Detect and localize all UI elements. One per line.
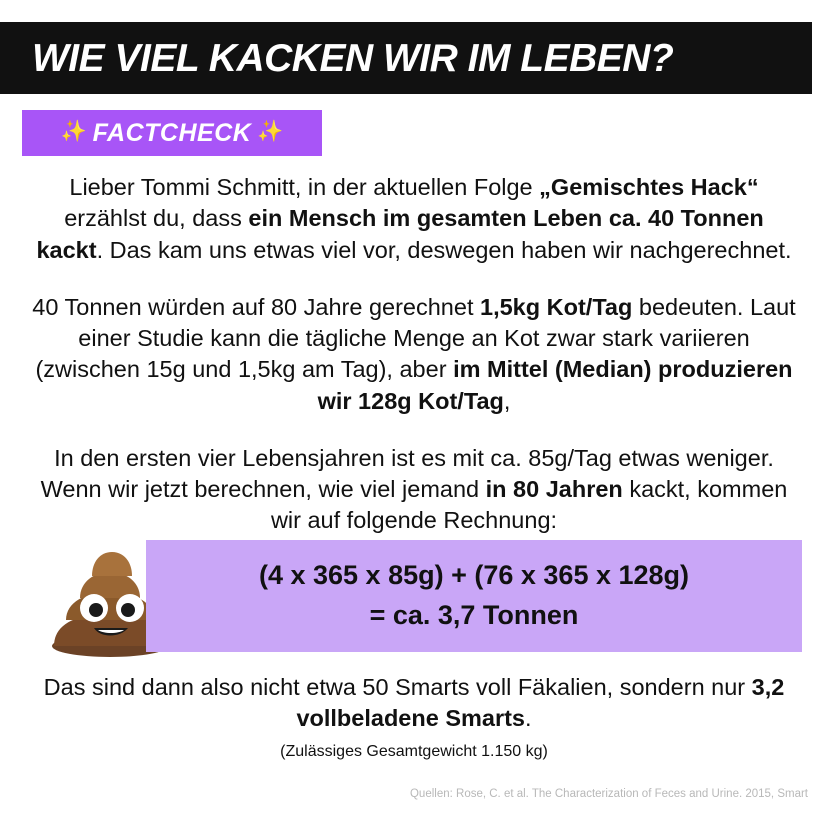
p1-bold-1: „Gemischtes Hack“ <box>539 174 759 200</box>
p1-text-1: Lieber Tommi Schmitt, in der aktuellen Folge <box>69 174 540 200</box>
sparkle-icon-right: ✨ <box>257 120 284 143</box>
p2-bold-1: 1,5kg Kot/Tag <box>480 293 633 320</box>
p1-text-3: . Das kam uns etwas viel vor, deswegen haben wir nachgerechnet. <box>96 236 792 263</box>
sparkle-icon-left: ✨ <box>60 120 87 143</box>
p3-text-1: In den ersten vier Lebensjahren ist es mit ca. 85g/Tag etwas weniger. Wenn wir jetzt berechnen, wie viel jemand <box>40 444 774 502</box>
p2-text-2: bedeuten. Laut einer Studie kann die tägliche Menge an Kot zwar stark variieren (zwischen 15g und 1,5kg am Tag), aber <box>35 293 796 383</box>
formula-box <box>146 540 802 652</box>
page-title: WIE VIEL KACKEN WIR IM LEBEN? <box>32 36 674 80</box>
factcheck-badge-label: FACTCHECK <box>92 118 252 147</box>
p2-text-1: 40 Tonnen würden auf 80 Jahre gerechnet <box>32 293 481 320</box>
p4-bold-1: 3,2 vollbeladene Smarts <box>296 674 785 732</box>
paragraph-study <box>26 292 802 417</box>
p2-bold-2: im Mittel (Median) produzieren wir 128g Kot/Tag <box>317 356 793 414</box>
sources-line: Quellen: Rose, C. et al. The Characterization of Feces and Urine. 2015, Smart <box>409 788 808 800</box>
body-content <box>26 172 802 549</box>
formula-line-1: (4 x 365 x 85g) + (76 x 365 x 128g) <box>258 560 690 591</box>
formula-row <box>26 540 802 658</box>
title-bar <box>0 22 812 94</box>
closing-block <box>26 672 802 761</box>
p3-text-2: kackt, kommen wir auf folgende Rechnung: <box>270 476 788 534</box>
paragraph-calculation-intro <box>26 443 802 537</box>
weight-note: (Zulässiges Gesamtgewicht 1.150 kg) <box>280 742 548 760</box>
paragraph-conclusion <box>26 672 802 735</box>
p2-text-3: , <box>503 387 511 414</box>
factcheck-badge <box>22 110 322 156</box>
p3-bold-1: in 80 Jahren <box>485 476 623 502</box>
p4-text-2: . <box>525 705 532 732</box>
p1-text-2: erzählst du, dass <box>64 205 249 232</box>
formula-line-2: = ca. 3,7 Tonnen <box>369 600 579 630</box>
p1-bold-2: ein Mensch im gesamten Leben ca. 40 Tonnen kackt <box>36 205 764 263</box>
p4-text-1: Das sind dann also nicht etwa 50 Smarts voll Fäkalien, sondern nur <box>43 674 752 700</box>
paragraph-intro <box>26 172 802 266</box>
